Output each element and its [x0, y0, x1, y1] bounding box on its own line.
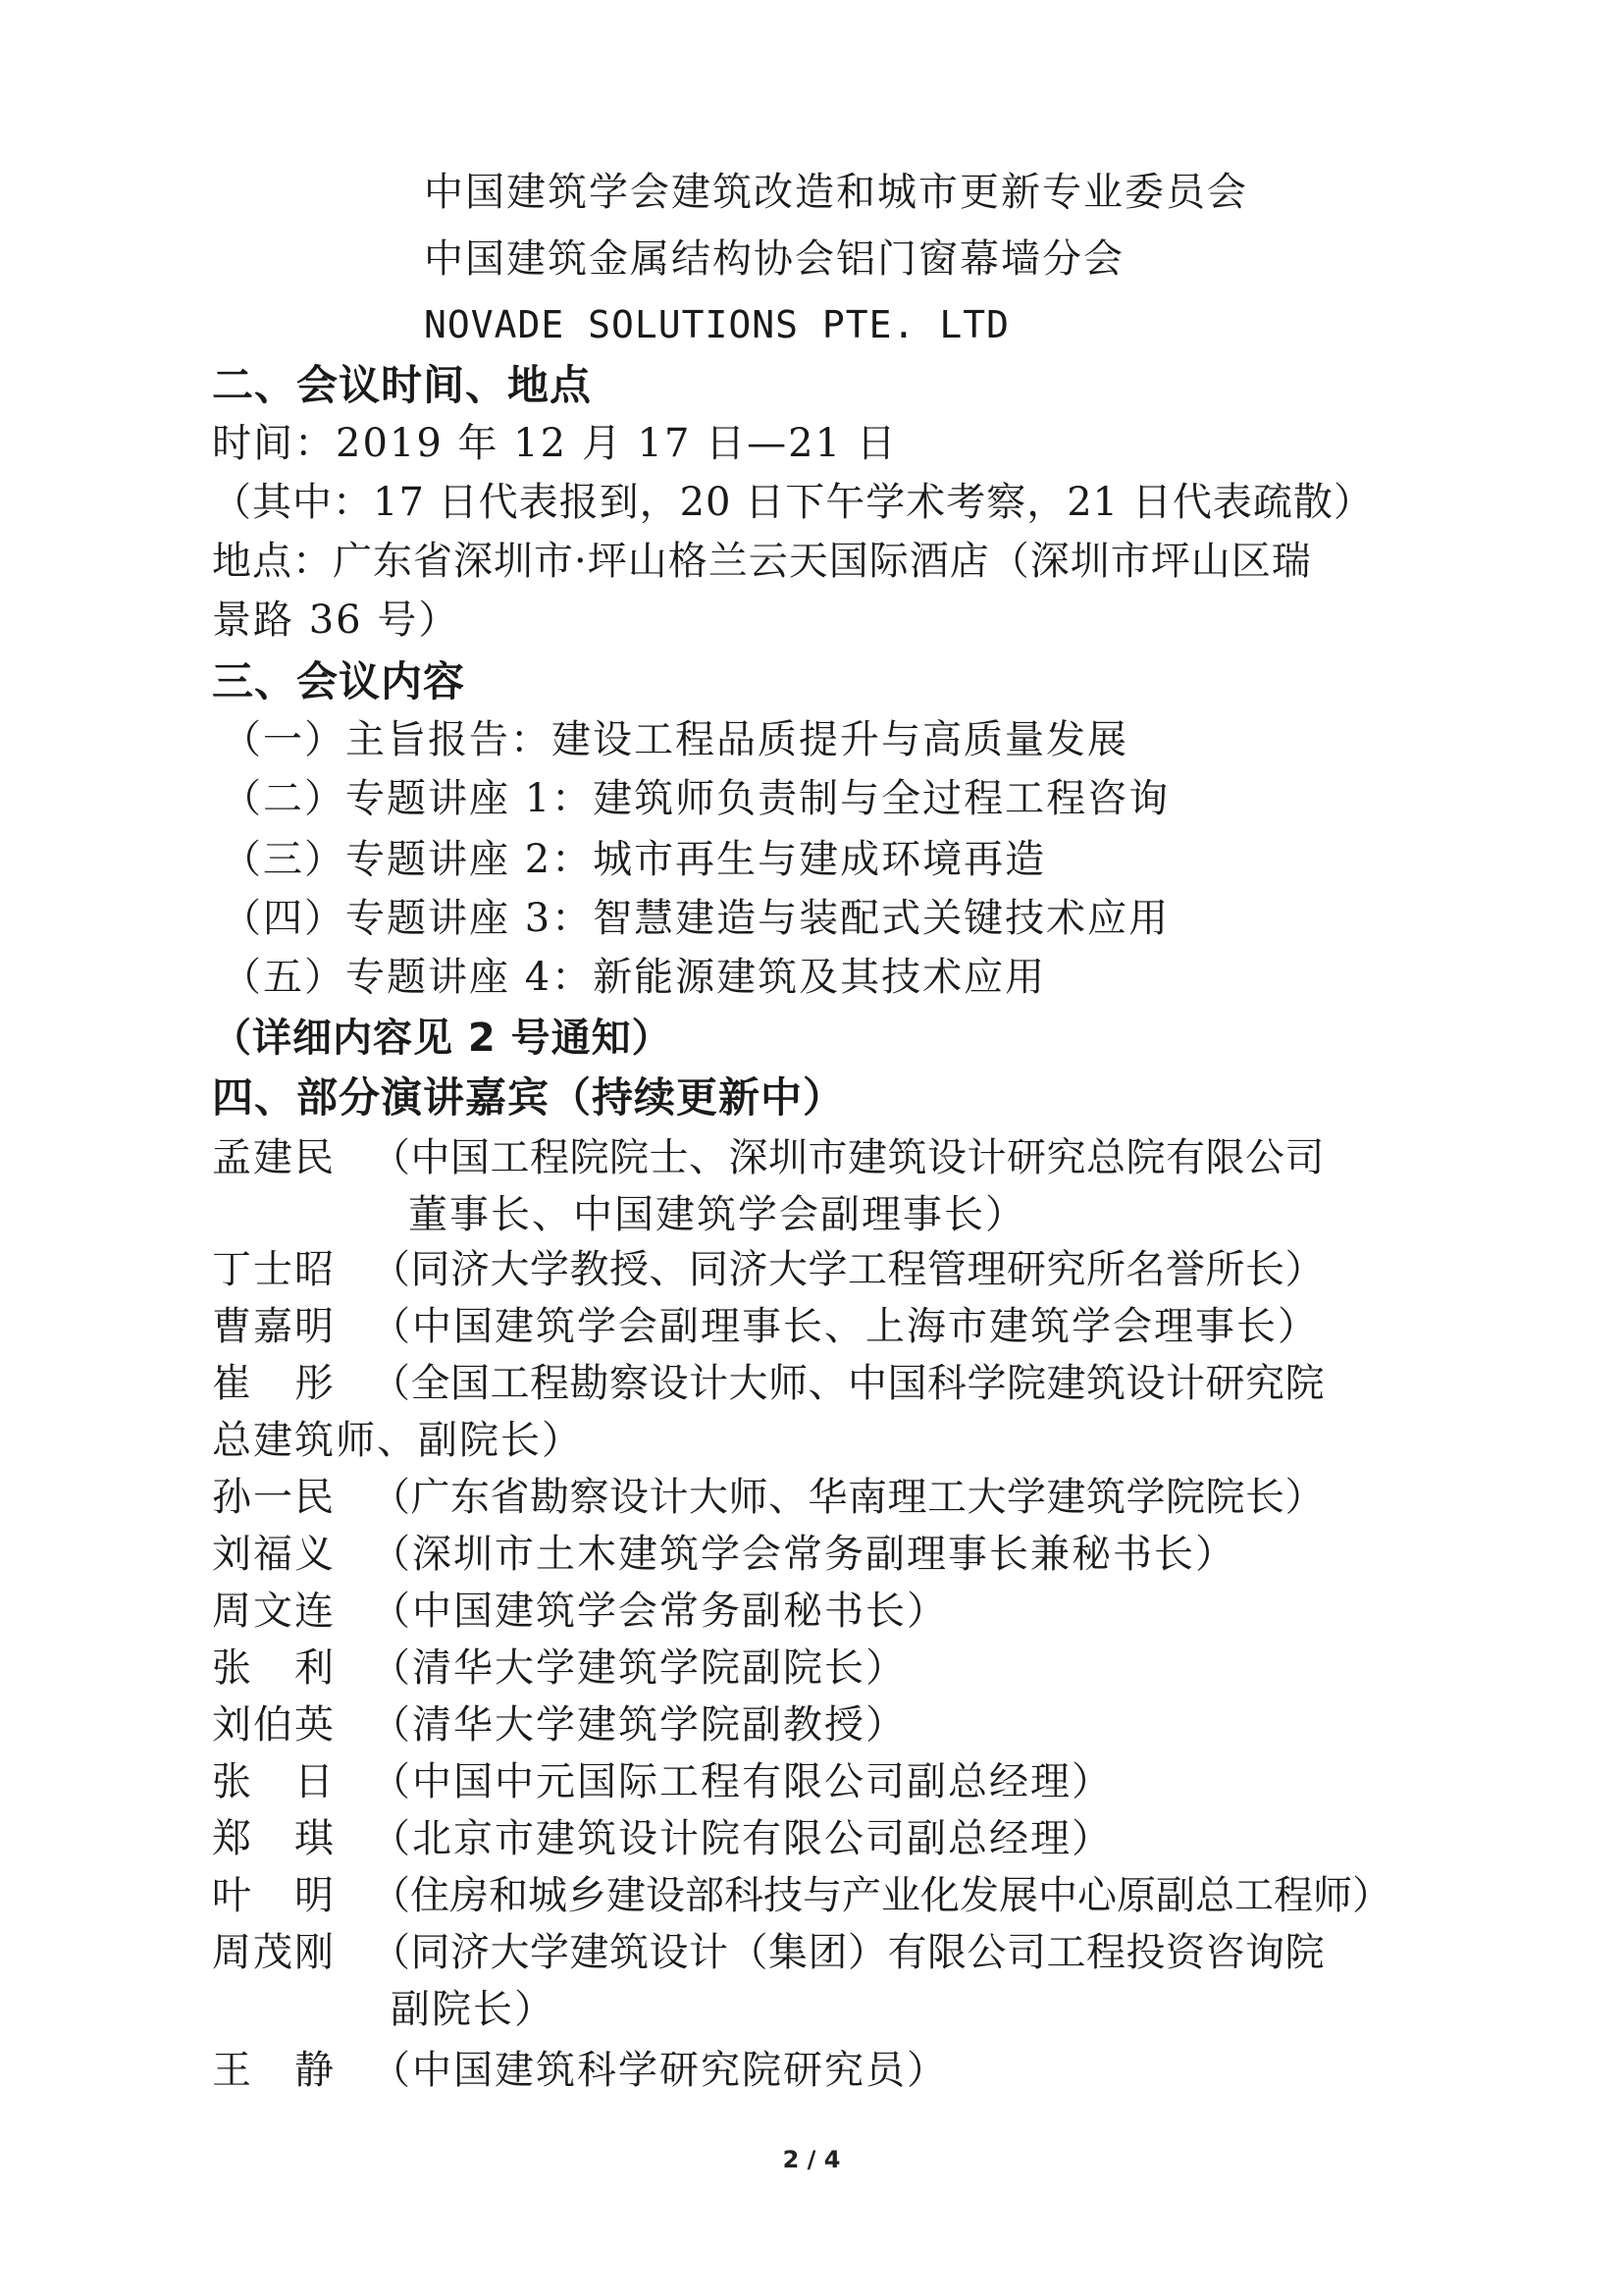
organizer-3: NOVADE SOLUTIONS PTE. LTD — [424, 303, 1010, 346]
meeting-time: 时间：2019 年 12 月 17 日—21 日 — [212, 421, 898, 466]
speaker-desc: （中国中元国际工程有限公司副总经理） — [371, 1759, 1113, 1804]
speaker-desc: （北京市建筑设计院有限公司副总经理） — [371, 1816, 1113, 1861]
organizer-1: 中国建筑学会建筑改造和城市更新专业委员会 — [424, 170, 1248, 215]
speaker-name: 王 静 — [212, 2048, 336, 2093]
content-item-5: （五）专题讲座 4：新能源建筑及其技术应用 — [222, 955, 1047, 1000]
content-note: （详细内容见 2 号通知） — [212, 1016, 672, 1061]
section2-heading: 二、会议时间、地点 — [212, 361, 593, 409]
speaker-desc: （全国工程勘察设计大师、中国科学院建筑设计研究院 — [371, 1361, 1325, 1406]
speaker-name: 周文连 — [212, 1589, 336, 1634]
speaker-name: 张 利 — [212, 1645, 336, 1691]
content-item-3: （三）专题讲座 2：城市再生与建成环境再造 — [222, 837, 1047, 882]
speaker-name: 叶 明 — [212, 1873, 336, 1918]
speaker-name: 刘福义 — [212, 1532, 336, 1577]
speaker-name: 郑 琪 — [212, 1816, 336, 1861]
section3-heading: 三、会议内容 — [212, 657, 466, 705]
meeting-place-line2: 景路 36 号） — [212, 598, 460, 643]
speaker-desc-cont: 董事长、中国建筑学会副理事长） — [408, 1192, 1026, 1237]
speaker-name: 张 日 — [212, 1759, 336, 1804]
speaker-name: 孟建民 — [212, 1135, 336, 1180]
meeting-place-line1: 地点：广东省深圳市·坪山格兰云天国际酒店（深圳市坪山区瑞 — [212, 539, 1312, 584]
section4-heading: 四、部分演讲嘉宾（持续更新中） — [212, 1073, 846, 1122]
content-item-4: （四）专题讲座 3：智慧建造与装配式关键技术应用 — [222, 896, 1171, 941]
organizer-2: 中国建筑金属结构协会铝门窗幕墙分会 — [424, 236, 1125, 282]
speaker-desc: （清华大学建筑学院副院长） — [371, 1645, 907, 1691]
speaker-desc: （深圳市土木建筑学会常务副理事长兼秘书长） — [371, 1532, 1236, 1577]
speaker-desc: （中国建筑学会副理事长、上海市建筑学会理事长） — [371, 1304, 1319, 1349]
speaker-desc: （广东省勘察设计大师、华南理工大学建筑学院院长） — [371, 1475, 1325, 1520]
speaker-name: 周茂刚 — [212, 1930, 336, 1975]
speaker-name: 曹嘉明 — [212, 1304, 336, 1349]
content-item-1: （一）主旨报告：建设工程品质提升与高质量发展 — [222, 717, 1128, 762]
speaker-desc: （同济大学建筑设计（集团）有限公司工程投资咨询院 — [371, 1930, 1325, 1975]
speaker-desc-cont: 总建筑师、副院长） — [212, 1418, 583, 1463]
speaker-desc: （清华大学建筑学院副教授） — [371, 1702, 907, 1748]
speaker-name: 孙一民 — [212, 1475, 336, 1520]
speaker-name: 崔 彤 — [212, 1361, 336, 1406]
speaker-desc: （同济大学教授、同济大学工程管理研究所名誉所长） — [371, 1247, 1325, 1292]
speaker-name: 丁士昭 — [212, 1247, 336, 1292]
speaker-desc: （中国建筑学会常务副秘书长） — [371, 1589, 948, 1634]
meeting-time-note: （其中：17 日代表报到，20 日下午学术考察，21 日代表疏散） — [212, 480, 1374, 525]
speaker-name: 刘伯英 — [212, 1702, 336, 1748]
speaker-desc: （中国建筑科学研究院研究员） — [371, 2048, 948, 2093]
page-number: 2 / 4 — [782, 2146, 841, 2173]
content-item-2: （二）专题讲座 1：建筑师负责制与全过程工程咨询 — [222, 776, 1171, 821]
speaker-desc: （住房和城乡建设部科技与产业化发展中心原副总工程师） — [371, 1873, 1391, 1918]
speaker-desc-cont: 副院长） — [391, 1987, 555, 2032]
speaker-desc: （中国工程院院士、深圳市建筑设计研究总院有限公司 — [371, 1135, 1325, 1180]
